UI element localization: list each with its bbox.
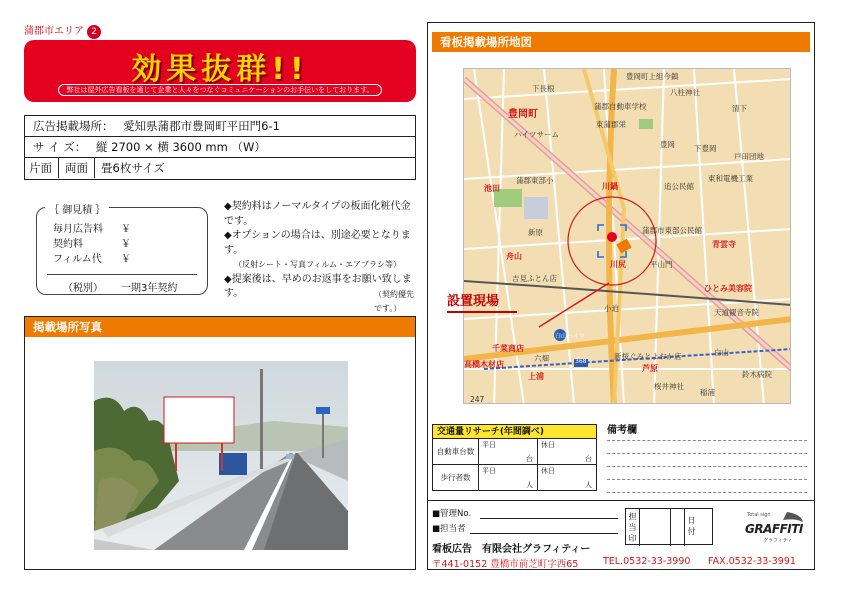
map-label: 新桜ぐみとよおか店 [614,352,682,361]
remarks-title: 備考欄 [607,425,637,436]
map-label: 小迫 [604,304,619,313]
site-photo [94,361,348,550]
check-stamp-label: 担当印 [626,509,640,546]
traffic-car-row [433,439,596,465]
map-label: 川尻 [610,260,626,269]
map-label: 蒲郡東部小 [516,176,554,185]
remarks-line [607,466,807,467]
tatami-size: 畳6枚サイズ [101,161,165,175]
map-label: 天道観音寺院 [714,308,759,317]
film-fee-label: フィルム代 [53,254,102,265]
contract-fee-value: ￥ [121,239,131,250]
location-map [463,68,791,404]
monthly-fee-value: ￥ [121,224,131,235]
side-double: 両面 [65,158,95,178]
map-label: 豊岡町上組今鎮 [626,72,679,81]
contract-fee-label: 契約料 [53,239,83,250]
management-number-line [480,518,618,519]
contract-term: 一期3年契約 [121,283,178,294]
ped-weekday-cell [479,465,538,491]
note-3: ◆提案後は、早めのお返事をお願い致します。 [224,273,412,299]
side-row [25,158,415,179]
company-name: 看板広告 有限会社グラフィティー [432,544,591,555]
map-label: 蒲郡市東部公民館 [642,226,702,235]
estimate-divider [47,274,197,275]
date-label: 日付 [684,509,698,546]
map-label: 八柱神社 [670,88,700,97]
car-holiday-cell [538,439,596,465]
divider [427,500,815,501]
holiday-label: 休日 [541,467,555,475]
map-label: 新原 [528,228,543,237]
map-label: 368 [575,358,587,365]
staff-line [470,533,618,534]
location-label: 広告掲載場所： [33,119,114,133]
map-label: 下長根 [532,84,555,93]
photo-section-title: 掲載場所写真 [25,317,415,337]
note-1: ◆契約料はノーマルタイプの板面化粧代金です。 [224,201,411,227]
note-3-sub: （契約優先です。） [374,289,414,313]
estimate-box [36,207,208,295]
remarks-line [607,453,807,454]
map-label: 豊岡町 [508,109,538,120]
pedestrian-count-label: 歩行者数 [433,465,479,491]
map-label: 平山門 [650,260,673,269]
map-label: 川鍋 [602,182,618,191]
graffiti-logo [743,510,805,546]
traffic-title: 交通量リサーチ(年間調べ) [433,425,596,439]
logo-small-text: Total sign [747,512,771,518]
holiday-label: 休日 [541,441,555,449]
map-label: ひとみ美容院 [704,284,752,293]
map-label: 戸田団地 [734,152,764,161]
banner-subtitle: 弊社は屋外広告看板を通じて企業と人々をつなぐコミュニケーションのお手伝いをしております。 [58,84,382,96]
notes [224,200,416,317]
map-label: 鈴木病院 [742,370,772,379]
map-label: 六畑 [534,354,549,363]
company-address: 〒441-0152 豊橋市前芝町字西65 [432,559,579,570]
map-label: 追公民館 [664,182,694,191]
map-label: 池田 [484,184,500,193]
remarks-line [607,479,807,480]
note-2-sub: （反射シート・写真フィルム・エアブラシ等） [234,260,402,269]
ad-info-table [24,115,416,180]
map-label: 舟山 [506,252,522,261]
management-number-label: ■管理No. [432,509,472,519]
photo-panel [24,316,416,570]
stamp-box [625,508,713,545]
remarks-line [607,440,807,441]
traffic-ped-row [433,465,596,491]
stamp-divider [670,509,671,546]
weekday-label: 平日 [482,441,496,449]
map-label: 青雲寺 [712,240,736,249]
map-label: ハイツサーム [514,130,559,139]
logo-kana: グラフィティ [763,538,793,544]
map-label: 東和電機工業 [708,174,753,183]
location-value: 愛知県蒲郡市豊岡町平田門6-1 [123,119,280,133]
map-label: 蒲郡自動車学校 [594,102,647,111]
map-label: 白山ハイツ [555,333,586,340]
monthly-fee-label: 毎月広告料 [53,224,103,235]
map-label: 桜井神社 [654,382,684,391]
size-row [25,137,415,158]
map-label: 高橋木材店 [464,360,504,369]
estimate-title: ｛ 御見積 ｝ [45,201,109,216]
map-label: 吉見ふとん店 [512,274,557,283]
map-section-title: 看板掲載場所地図 [432,32,810,52]
map-label: 上浦 [528,372,544,381]
ped-unit: 人 [585,481,592,489]
ped-unit: 人 [526,481,533,489]
map-label: 清下 [732,104,747,113]
car-unit: 台 [585,455,592,463]
map-label: 247 [470,395,485,404]
car-count-label: 自動車台数 [433,439,479,465]
map-label: 東蒲郡栄 [596,120,626,129]
map-label: 千菜商店 [492,344,524,353]
ped-holiday-cell [538,465,596,491]
site-label: 設置現場 [447,290,517,313]
weekday-label: 平日 [482,467,496,475]
size-value: 縦 2700 × 横 3600 mm （W） [95,140,266,154]
remarks-line [607,492,807,493]
location-row [25,116,415,137]
car-weekday-cell [479,439,538,465]
staff-label: ■担当者 [432,524,466,534]
map-label: 豊岡 [660,140,675,149]
tax-label: （税別） [63,283,103,294]
area-tag [24,22,101,39]
area-number-badge: 2 [87,25,101,39]
size-label: サ イ ズ： [33,140,87,154]
note-2: ◆オプションの場合は、別途必要となります。 [224,230,411,256]
headline-banner [24,40,416,102]
car-unit: 台 [526,455,533,463]
map-label: 稲浦 [700,388,715,397]
traffic-research-table [432,424,597,491]
company-fax: FAX.0532-33-3991 [708,556,796,567]
area-tag-label: 蒲郡市エリア [24,26,84,37]
map-label: 芦原 [642,364,658,373]
film-fee-value: ￥ [121,254,131,265]
map-label: 下豊岡 [694,144,717,153]
map-label: 白山 [714,348,729,357]
side-single: 片面 [29,158,59,178]
logo-text: GRAFFITI [745,522,803,536]
company-tel: TEL.0532-33-3990 [603,556,691,567]
banner-title: 効果抜群!! [131,52,309,87]
